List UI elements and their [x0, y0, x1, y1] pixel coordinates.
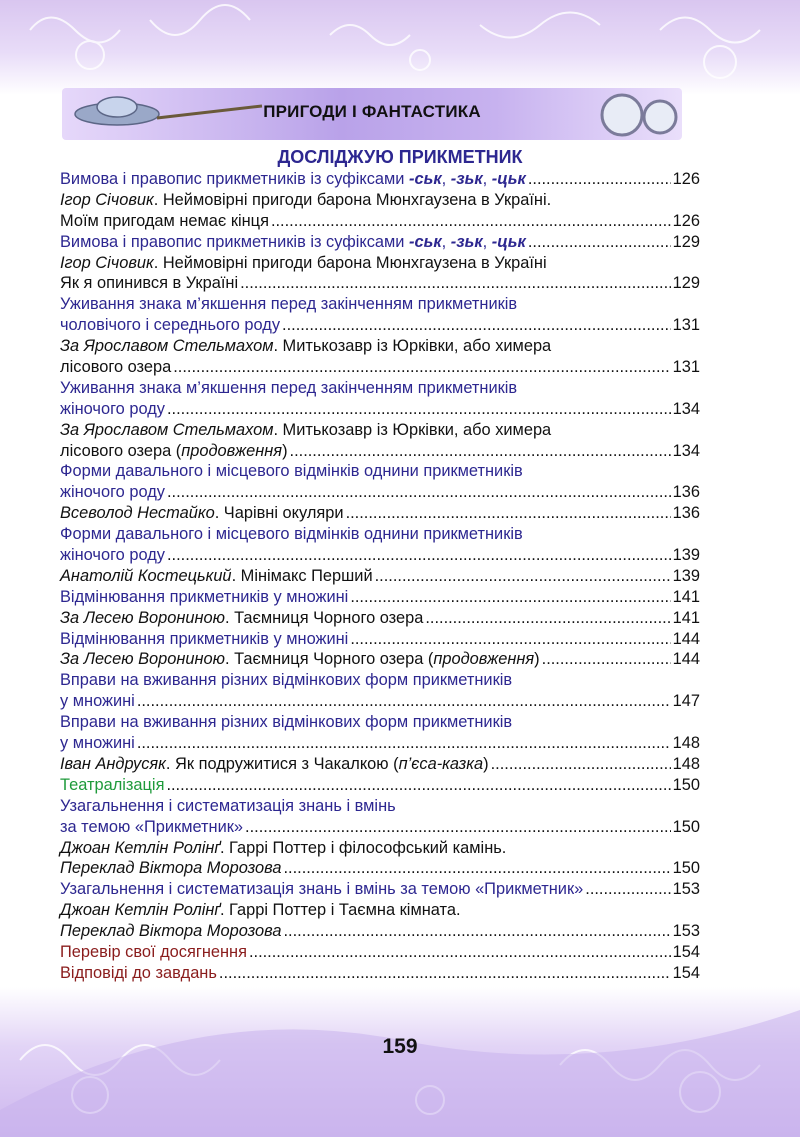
entry-text: Відмінювання прикметників у множині — [60, 629, 349, 648]
dot-leader — [283, 858, 670, 879]
entry-text: у множині — [60, 692, 135, 711]
toc-entry[interactable] — [60, 754, 700, 775]
toc-entry[interactable] — [60, 169, 700, 190]
suffix: -цьк — [491, 232, 526, 251]
dot-leader — [245, 817, 671, 838]
entry-text: жіночого роду — [60, 546, 165, 565]
dot-leader — [585, 879, 670, 900]
page-ref: 144 — [672, 650, 700, 669]
entry-text: Вправи на вживання різних відмінкових форм прикметників — [60, 671, 513, 690]
dot-leader — [290, 441, 671, 462]
entry-text: Відмінювання прикметників у множині — [60, 587, 349, 606]
toc-entry[interactable] — [60, 858, 700, 879]
dot-leader — [528, 169, 671, 190]
page-ref: 154 — [672, 942, 700, 961]
entry-text: Моїм пригодам немає кінця — [60, 211, 269, 230]
suffix: -ськ — [409, 232, 442, 251]
page-ref: 139 — [672, 566, 700, 585]
dot-leader — [350, 629, 670, 650]
page-ref: 153 — [672, 922, 700, 941]
entry-text: Вправи на вживання різних відмінкових форм прикметників — [60, 713, 513, 732]
note: п’єса-казка — [398, 754, 484, 773]
dot-leader — [173, 357, 670, 378]
dot-leader — [528, 232, 671, 253]
dot-leader — [167, 545, 671, 566]
dot-leader — [271, 211, 671, 232]
toc-entry[interactable] — [60, 273, 700, 294]
work-title: . Митькозавр із Юрківки, або химера — [273, 420, 552, 439]
work-title: . Таємниця Чорного озера ( — [224, 650, 434, 669]
page-ref: 134 — [672, 441, 700, 460]
work-title: . Митькозавр із Юрківки, або химера — [273, 337, 552, 356]
toc-entry[interactable] — [60, 629, 700, 650]
toc-entry[interactable] — [60, 503, 700, 524]
page-ref: 136 — [672, 483, 700, 502]
toc-entry[interactable] — [60, 691, 700, 712]
entry-text: у множині — [60, 734, 135, 753]
work-title: . Чарівні окуляри — [214, 504, 344, 523]
section-title: ДОСЛІДЖУЮ ПРИКМЕТНИК — [277, 147, 523, 167]
toc-entry[interactable] — [60, 461, 700, 482]
entry-text: Форми давального і місцевого відмінків однини прикметників — [60, 462, 523, 481]
toc-entry[interactable] — [60, 796, 700, 817]
translator: Переклад Віктора Морозова — [60, 859, 282, 878]
work-title: . Неймовірні пригоди барона Мюнхгаузена в Україні — [153, 253, 547, 272]
note: продовження — [181, 441, 283, 460]
page-ref: 153 — [672, 880, 700, 899]
dot-leader — [542, 649, 671, 670]
toc-entry[interactable] — [60, 482, 700, 503]
toc-entry[interactable] — [60, 294, 700, 315]
separator: , — [441, 170, 451, 188]
toc-entry[interactable] — [60, 712, 700, 733]
page-ref: 150 — [672, 775, 700, 794]
page-ref: 147 — [672, 692, 700, 711]
author: За Ярославом Стельмахом — [60, 420, 274, 439]
entry-text: Як я опинився в Україні — [60, 274, 239, 293]
dot-leader — [137, 691, 671, 712]
work-title: . Як подружитися з Чакалкою ( — [165, 754, 399, 773]
toc-entry[interactable] — [60, 900, 700, 921]
entry-text: Вимова і правопис прикметників із суфіксами — [60, 232, 410, 251]
toc-entry[interactable] — [60, 649, 700, 670]
dot-leader — [425, 608, 670, 629]
page-ref: 148 — [672, 734, 700, 753]
suffix: -зьк — [450, 232, 483, 251]
toc-entry[interactable] — [60, 232, 700, 253]
toc-entry[interactable] — [60, 378, 700, 399]
dot-leader — [240, 273, 671, 294]
toc-entry[interactable] — [60, 587, 700, 608]
entry-text: жіночого роду — [60, 483, 165, 502]
table-of-contents — [60, 169, 700, 984]
toc-entry[interactable] — [60, 441, 700, 462]
page-ref: 154 — [672, 963, 700, 982]
entry-text: за темою «Прикметник» — [60, 817, 244, 836]
page-ref: 141 — [672, 608, 700, 627]
page-ref: 141 — [672, 587, 700, 606]
page-ref: 150 — [672, 817, 700, 836]
author: Джоан Кетлін Ролінґ — [60, 838, 220, 857]
entry-text: Уживання знака м’якшення перед закінченням прикметників — [60, 295, 518, 314]
toc-entry[interactable] — [60, 963, 700, 984]
chapter-banner — [62, 88, 682, 140]
toc-entry[interactable] — [60, 838, 700, 859]
entry-text: Перевір свої досягнення — [60, 942, 247, 961]
toc-entry[interactable] — [60, 879, 700, 900]
entry-text: Форми давального і місцевого відмінків однини прикметників — [60, 525, 523, 544]
work-title: . Гаррі Поттер і філософський камінь. — [219, 838, 507, 857]
entry-text: жіночого роду — [60, 399, 165, 418]
toc-entry[interactable] — [60, 670, 700, 691]
dot-leader — [219, 963, 671, 984]
work-title: . Мінімакс Перший — [231, 566, 373, 585]
dot-leader — [491, 754, 671, 775]
page-ref: 126 — [672, 211, 700, 230]
dot-leader — [375, 566, 671, 587]
page-ref: 136 — [672, 504, 700, 523]
suffix: -цьк — [491, 170, 526, 188]
suffix: -зьк — [450, 170, 483, 188]
work-title: . Гаррі Поттер і Таємна кімната. — [219, 901, 461, 920]
author: За Лесею Ворониною — [60, 650, 225, 669]
toc-entry[interactable] — [60, 524, 700, 545]
author: Іван Андрусяк — [60, 754, 166, 773]
author: За Ярославом Стельмахом — [60, 337, 274, 356]
entry-text: Узагальнення і систематизація знань і вмінь — [60, 796, 396, 815]
entry-text: лісового озера ( — [60, 441, 182, 460]
entry-text: Узагальнення і систематизація знань і вмінь за темою «Прикметник» — [60, 880, 584, 899]
author: Джоан Кетлін Ролінґ — [60, 901, 220, 920]
separator: , — [482, 170, 492, 188]
page-ref: 126 — [672, 170, 700, 188]
dot-leader — [166, 775, 670, 796]
dot-leader — [137, 733, 671, 754]
author: Всеволод Нестайко — [60, 504, 215, 523]
dot-leader — [346, 503, 671, 524]
entry-text: чоловічого і середнього роду — [60, 316, 281, 335]
note-close: ) — [483, 754, 489, 773]
note-close: ) — [534, 650, 540, 669]
toc-entry[interactable] — [60, 399, 700, 420]
toc-entry[interactable] — [60, 921, 700, 942]
entry-text: Уживання знака м’якшення перед закінченням прикметників — [60, 378, 518, 397]
toc-entry[interactable] — [60, 733, 700, 754]
entry-text: лісового озера — [60, 358, 172, 377]
entry-text: Вимова і правопис прикметників із суфіксами — [60, 170, 410, 188]
page-number: 159 — [382, 1035, 418, 1058]
page-ref: 129 — [672, 232, 700, 251]
dot-leader — [167, 482, 671, 503]
page-ref: 148 — [672, 754, 700, 773]
dot-leader — [350, 587, 670, 608]
page-ref: 139 — [672, 546, 700, 565]
chapter-title: ПРИГОДИ І ФАНТАСТИКА — [263, 102, 481, 121]
author: Анатолій Костецький — [60, 566, 232, 585]
toc-entry[interactable] — [60, 420, 700, 441]
toc-entry[interactable] — [60, 942, 700, 963]
entry-text: Театралізація — [60, 775, 165, 794]
work-title: . Неймовірні пригоди барона Мюнхгаузена в Україні. — [153, 190, 552, 209]
note: продовження — [433, 650, 535, 669]
suffix: -ськ — [409, 170, 442, 188]
toc-entry[interactable] — [60, 817, 700, 838]
page-ref: 131 — [672, 316, 700, 335]
toc-entry[interactable] — [60, 566, 700, 587]
dot-leader — [167, 399, 671, 420]
page-ref: 134 — [672, 399, 700, 418]
author: За Лесею Ворониною — [60, 608, 225, 627]
toc-entry[interactable] — [60, 608, 700, 629]
work-title: . Таємниця Чорного озера — [224, 608, 424, 627]
page-ref: 144 — [672, 629, 700, 648]
author: Ігор Січовик — [60, 190, 154, 209]
toc-entry[interactable] — [60, 775, 700, 796]
toc-entry[interactable] — [60, 211, 700, 232]
author: Ігор Січовик — [60, 253, 154, 272]
note-close: ) — [282, 441, 288, 460]
page-ref: 131 — [672, 358, 700, 377]
toc-entry[interactable] — [60, 357, 700, 378]
dot-leader — [282, 315, 671, 336]
toc-entry[interactable] — [60, 336, 700, 357]
toc-entry[interactable] — [60, 315, 700, 336]
toc-entry[interactable] — [60, 253, 700, 274]
toc-entry[interactable] — [60, 545, 700, 566]
toc-entry[interactable] — [60, 190, 700, 211]
dot-leader — [283, 921, 670, 942]
separator: , — [482, 232, 492, 251]
separator: , — [441, 232, 451, 251]
page-ref: 129 — [672, 274, 700, 293]
page-ref: 150 — [672, 859, 700, 878]
entry-text: Відповіді до завдань — [60, 963, 217, 982]
dot-leader — [249, 942, 671, 963]
translator: Переклад Віктора Морозова — [60, 922, 282, 941]
